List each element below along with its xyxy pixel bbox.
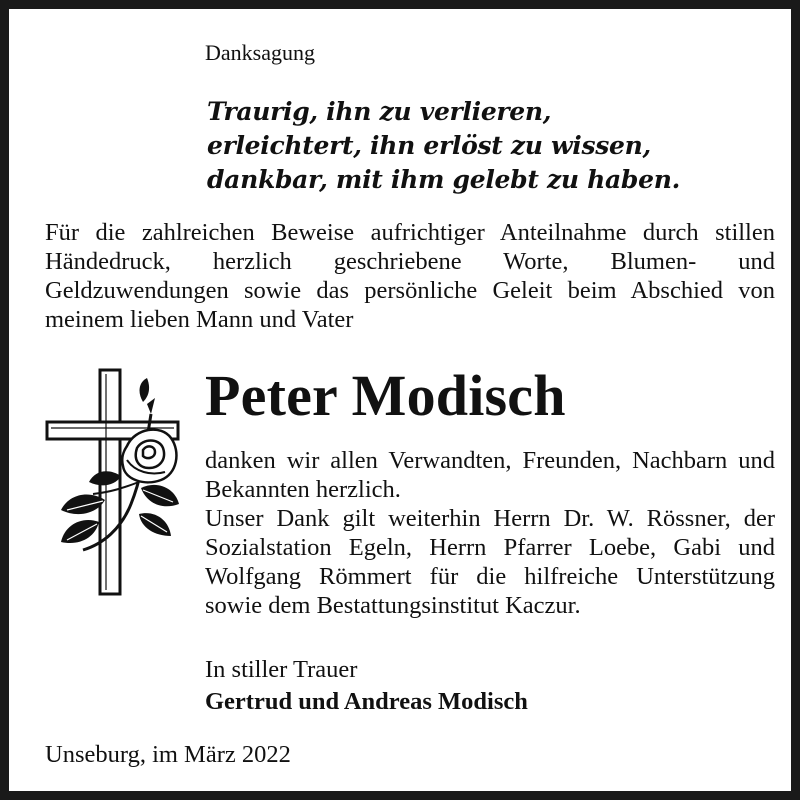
mourning-label: In stiller Trauer <box>205 656 358 683</box>
poem-line: erleichtert, ihn erlöst zu wissen, <box>207 131 651 160</box>
poem <box>207 95 680 197</box>
place-date: Unseburg, im März 2022 <box>45 741 291 768</box>
thanks-block <box>205 446 775 620</box>
deceased-name: Peter Modisch <box>205 363 566 428</box>
poem-line: dankbar, mit ihm gelebt zu haben. <box>207 165 680 194</box>
thanks-paragraph: danken wir allen Verwandten, Freunden, Nachbarn und Bekannten herzlich. <box>205 447 775 503</box>
poem-line: Traurig, ihn zu verlieren, <box>207 97 552 126</box>
further-thanks-paragraph: Unser Dank gilt weiterhin Herrn Dr. W. Rössner, der Sozialstation Egeln, Herrn Pfarrer Loebe, Gabi und Wolfgang Römmert für die hilfreiche Unterstützung sowie dem Bestattungsinstitut Kaczur. <box>205 505 775 619</box>
intro-paragraph: Für die zahlreichen Beweise aufrichtiger Anteilnahme durch stillen Händedruck, herzlich geschriebene Worte, Blumen- und Geldzuwendungen sowie das persönliche Geleit beim Abschied von meinem lieben Mann und Vater <box>45 219 775 333</box>
signers: Gertrud und Andreas Modisch <box>205 688 528 715</box>
cross-with-rose-icon <box>43 364 183 599</box>
notice-heading: Danksagung <box>205 40 315 65</box>
